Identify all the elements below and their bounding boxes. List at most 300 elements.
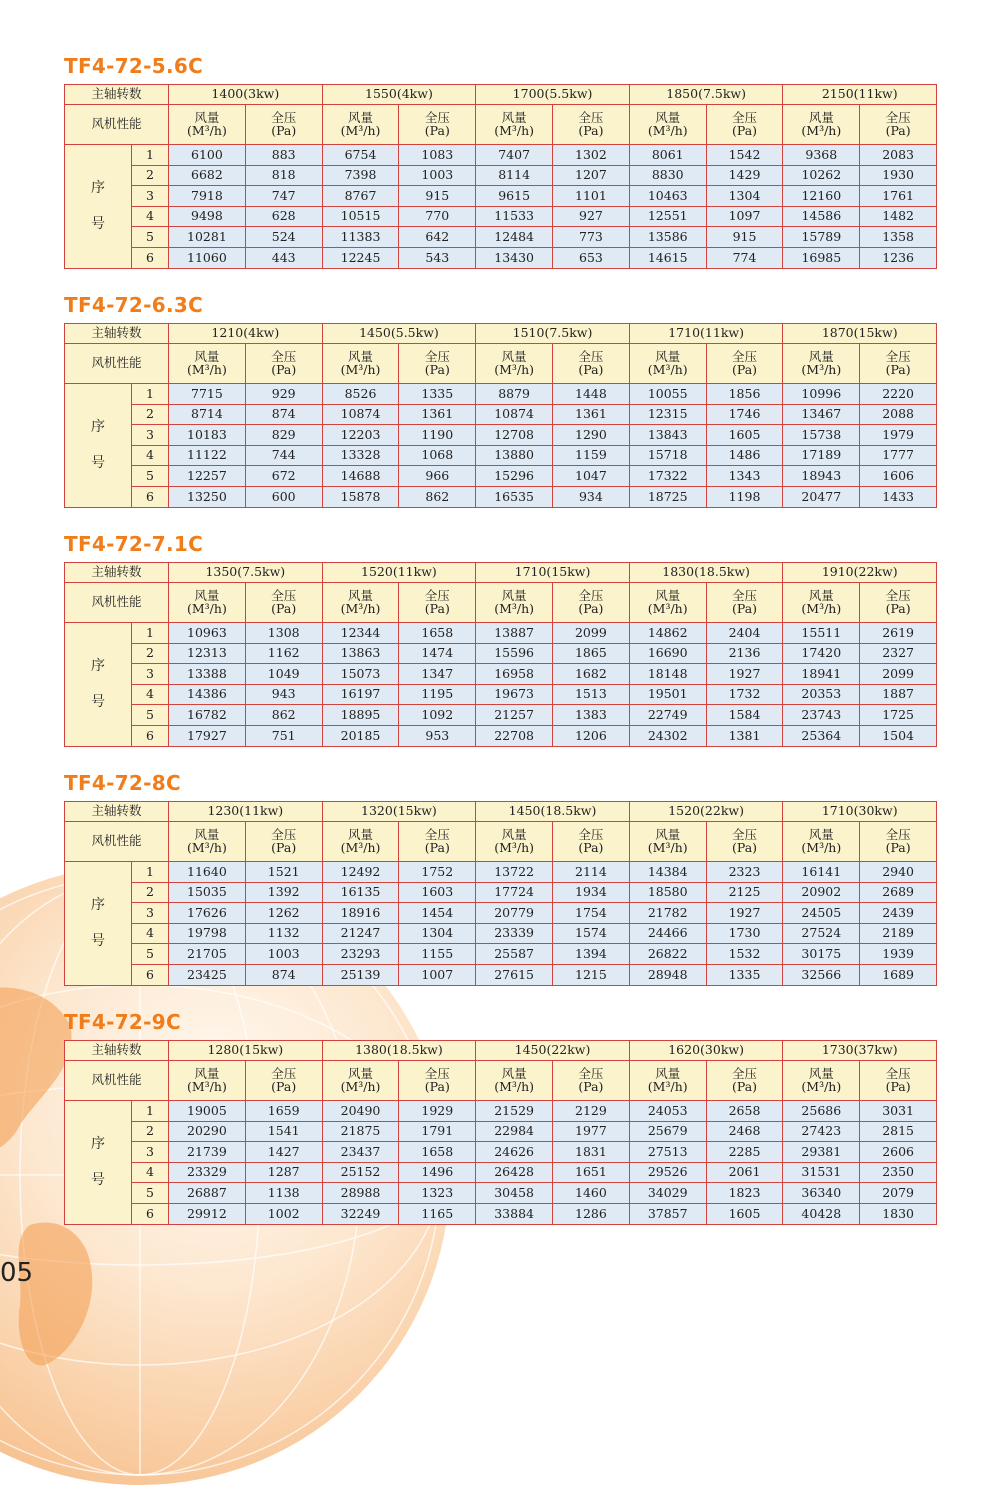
sequence-label-top: 序 (91, 657, 105, 674)
flow-value: 32249 (322, 1203, 399, 1224)
pressure-value: 2189 (860, 923, 937, 944)
flow-label: 风量 (501, 110, 527, 125)
flow-header (169, 344, 246, 384)
pressure-value: 2125 (706, 882, 783, 903)
flow-value: 15738 (783, 425, 860, 446)
row-number: 4 (132, 684, 169, 705)
flow-value: 8714 (169, 404, 246, 425)
pressure-unit: (Pa) (578, 600, 604, 616)
pressure-value: 1206 (553, 725, 630, 746)
pressure-value: 773 (553, 227, 630, 248)
pressure-label: 全压 (885, 110, 911, 125)
flow-value: 13388 (169, 664, 246, 685)
speed-header: 1620(30kw) (629, 1041, 783, 1061)
pressure-value: 929 (245, 384, 322, 405)
flow-unit: (M³/h) (801, 361, 842, 377)
flow-value: 17322 (629, 466, 706, 487)
flow-value: 6754 (322, 145, 399, 166)
flow-label: 风量 (501, 349, 527, 364)
pressure-value: 1504 (860, 725, 937, 746)
pressure-value: 1791 (399, 1121, 476, 1142)
model-title: TF4-72-7.1C (64, 532, 204, 556)
pressure-value: 1658 (399, 1142, 476, 1163)
pressure-header (706, 583, 783, 623)
flow-value: 8114 (476, 165, 553, 186)
pressure-value: 818 (245, 165, 322, 186)
flow-value: 10515 (322, 206, 399, 227)
pressure-label: 全压 (271, 827, 297, 842)
row-number: 2 (132, 882, 169, 903)
flow-header (629, 1061, 706, 1101)
pressure-value: 1047 (553, 466, 630, 487)
flow-value: 36340 (783, 1183, 860, 1204)
table-row (65, 1101, 937, 1122)
flow-value: 21247 (322, 923, 399, 944)
flow-value: 12203 (322, 425, 399, 446)
pressure-value: 1761 (860, 186, 937, 207)
sequence-label (65, 623, 132, 747)
flow-value: 19501 (629, 684, 706, 705)
table-row (65, 1183, 937, 1204)
pressure-value: 1754 (553, 903, 630, 924)
pressure-value: 1584 (706, 705, 783, 726)
pressure-value: 1427 (245, 1142, 322, 1163)
flow-value: 15878 (322, 486, 399, 507)
pressure-value: 1358 (860, 227, 937, 248)
model-title: TF4-72-8C (64, 771, 181, 795)
pressure-value: 1394 (553, 944, 630, 965)
table-row (65, 964, 937, 985)
flow-value: 10281 (169, 227, 246, 248)
pressure-value: 1865 (553, 643, 630, 664)
pressure-value: 874 (245, 964, 322, 985)
pressure-label: 全压 (732, 827, 758, 842)
flow-unit: (M³/h) (647, 1078, 688, 1094)
row-number: 5 (132, 227, 169, 248)
flow-unit: (M³/h) (340, 122, 381, 138)
pressure-value: 2099 (553, 623, 630, 644)
pressure-header (399, 105, 476, 145)
flow-value: 20490 (322, 1101, 399, 1122)
pressure-value: 2079 (860, 1183, 937, 1204)
row-number: 3 (132, 425, 169, 446)
sequence-label-top: 序 (91, 179, 105, 196)
table-row (65, 923, 937, 944)
pressure-unit: (Pa) (731, 1078, 758, 1094)
flow-value: 12344 (322, 623, 399, 644)
flow-value: 23743 (783, 705, 860, 726)
pressure-label: 全压 (424, 827, 450, 842)
performance-table (64, 1040, 937, 1225)
pressure-header (245, 344, 322, 384)
speed-header: 1550(4kw) (322, 85, 476, 105)
flow-unit: (M³/h) (494, 839, 535, 855)
flow-value: 14586 (783, 206, 860, 227)
flow-value: 13843 (629, 425, 706, 446)
pressure-value: 874 (245, 404, 322, 425)
flow-label: 风量 (655, 827, 681, 842)
speed-header: 1520(22kw) (629, 802, 783, 822)
flow-value: 12551 (629, 206, 706, 227)
pressure-header (553, 344, 630, 384)
speed-header: 1730(37kw) (783, 1041, 937, 1061)
flow-value: 13722 (476, 862, 553, 883)
performance-label: 风机性能 (65, 1061, 169, 1101)
pressure-value: 1207 (553, 165, 630, 186)
pressure-value: 2220 (860, 384, 937, 405)
flow-value: 23329 (169, 1162, 246, 1183)
pressure-value: 543 (399, 247, 476, 268)
pressure-value: 1323 (399, 1183, 476, 1204)
pressure-value: 1097 (706, 206, 783, 227)
table-row (65, 486, 937, 507)
pressure-header (399, 344, 476, 384)
flow-value: 30458 (476, 1183, 553, 1204)
table-row (65, 944, 937, 965)
pressure-value: 1532 (706, 944, 783, 965)
pressure-unit: (Pa) (885, 600, 911, 616)
flow-value: 18916 (322, 903, 399, 924)
pressure-value: 1725 (860, 705, 937, 726)
flow-unit: (M³/h) (801, 1078, 842, 1094)
pressure-value: 1198 (706, 486, 783, 507)
flow-value: 18943 (783, 466, 860, 487)
row-number: 5 (132, 466, 169, 487)
flow-value: 16958 (476, 664, 553, 685)
sequence-label-top: 序 (91, 418, 105, 435)
pressure-value: 1651 (553, 1162, 630, 1183)
pressure-value: 1603 (399, 882, 476, 903)
pressure-unit: (Pa) (271, 122, 297, 138)
pressure-value: 2061 (706, 1162, 783, 1183)
table-row (65, 186, 937, 207)
flow-value: 12492 (322, 862, 399, 883)
flow-label: 风量 (808, 588, 834, 603)
flow-label: 风量 (348, 349, 374, 364)
pressure-value: 2136 (706, 643, 783, 664)
flow-value: 10463 (629, 186, 706, 207)
flow-value: 27513 (629, 1142, 706, 1163)
flow-header (169, 1061, 246, 1101)
performance-label: 风机性能 (65, 105, 169, 145)
flow-label: 风量 (348, 1066, 374, 1081)
flow-header (629, 822, 706, 862)
flow-value: 9498 (169, 206, 246, 227)
pressure-value: 1605 (706, 425, 783, 446)
pressure-value: 1304 (399, 923, 476, 944)
flow-value: 16985 (783, 247, 860, 268)
flow-value: 25686 (783, 1101, 860, 1122)
pressure-value: 1830 (860, 1203, 937, 1224)
pressure-value: 1003 (399, 165, 476, 186)
speed-label: 主轴转数 (65, 85, 169, 105)
pressure-label: 全压 (885, 349, 911, 364)
pressure-value: 1381 (706, 725, 783, 746)
pressure-unit: (Pa) (731, 600, 758, 616)
speed-header: 1910(22kw) (783, 563, 937, 583)
flow-header (476, 105, 553, 145)
flow-value: 17626 (169, 903, 246, 924)
flow-value: 10262 (783, 165, 860, 186)
pressure-label: 全压 (731, 588, 757, 603)
flow-header (629, 583, 706, 623)
pressure-header (553, 822, 630, 862)
speed-header: 1280(15kw) (169, 1041, 323, 1061)
pressure-header (860, 583, 937, 623)
pressure-value: 1290 (553, 425, 630, 446)
flow-value: 14615 (629, 247, 706, 268)
pressure-unit: (Pa) (885, 122, 911, 138)
flow-unit: (M³/h) (340, 1078, 381, 1094)
flow-value: 23339 (476, 923, 553, 944)
table-row (65, 1162, 937, 1183)
pressure-value: 1929 (399, 1101, 476, 1122)
pressure-unit: (Pa) (578, 839, 604, 855)
flow-label: 风量 (501, 1066, 527, 1081)
flow-value: 18580 (629, 882, 706, 903)
flow-value: 29381 (783, 1142, 860, 1163)
row-number: 4 (132, 1162, 169, 1183)
pressure-value: 1606 (860, 466, 937, 487)
table-row (65, 165, 937, 186)
flow-value: 24626 (476, 1142, 553, 1163)
pressure-value: 1856 (706, 384, 783, 405)
flow-value: 19673 (476, 684, 553, 705)
flow-value: 25679 (629, 1121, 706, 1142)
pressure-value: 1732 (706, 684, 783, 705)
pressure-value: 2114 (553, 862, 630, 883)
pressure-value: 1287 (245, 1162, 322, 1183)
flow-value: 17189 (783, 445, 860, 466)
flow-unit: (M³/h) (494, 1078, 535, 1094)
pressure-value: 770 (399, 206, 476, 227)
flow-value: 16197 (322, 684, 399, 705)
flow-value: 7918 (169, 186, 246, 207)
flow-value: 34029 (629, 1183, 706, 1204)
flow-value: 6100 (169, 145, 246, 166)
flow-value: 13863 (322, 643, 399, 664)
row-number: 1 (132, 145, 169, 166)
flow-header (783, 1061, 860, 1101)
pressure-value: 1159 (553, 445, 630, 466)
flow-value: 28948 (629, 964, 706, 985)
model-title: TF4-72-6.3C (64, 293, 204, 317)
pressure-value: 774 (706, 247, 783, 268)
flow-value: 7398 (322, 165, 399, 186)
pressure-header (553, 105, 630, 145)
pressure-value: 2815 (860, 1121, 937, 1142)
pressure-value: 1007 (399, 964, 476, 985)
pressure-value: 966 (399, 466, 476, 487)
flow-value: 6682 (169, 165, 246, 186)
flow-unit: (M³/h) (187, 361, 227, 377)
pressure-label: 全压 (424, 1066, 450, 1081)
flow-value: 20353 (783, 684, 860, 705)
flow-value: 20477 (783, 486, 860, 507)
flow-unit: (M³/h) (647, 122, 688, 138)
flow-unit: (M³/h) (647, 600, 688, 616)
pressure-value: 1474 (399, 643, 476, 664)
flow-value: 25152 (322, 1162, 399, 1183)
flow-value: 7407 (476, 145, 553, 166)
row-number: 3 (132, 903, 169, 924)
flow-header (322, 344, 399, 384)
pressure-value: 2606 (860, 1142, 937, 1163)
pressure-value: 2099 (860, 664, 937, 685)
flow-value: 12257 (169, 466, 246, 487)
flow-label: 风量 (194, 110, 220, 125)
row-number: 5 (132, 705, 169, 726)
pressure-unit: (Pa) (885, 839, 911, 855)
flow-header (169, 822, 246, 862)
flow-header (322, 822, 399, 862)
pressure-label: 全压 (424, 349, 450, 364)
speed-header: 1520(11kw) (322, 563, 476, 583)
pressure-label: 全压 (578, 110, 604, 125)
pressure-value: 1460 (553, 1183, 630, 1204)
speed-header: 1380(18.5kw) (322, 1041, 476, 1061)
flow-value: 18941 (783, 664, 860, 685)
pressure-value: 1132 (245, 923, 322, 944)
pressure-value: 1541 (245, 1121, 322, 1142)
pressure-value: 1939 (860, 944, 937, 965)
pressure-header (399, 822, 476, 862)
flow-value: 14688 (322, 466, 399, 487)
pressure-unit: (Pa) (885, 361, 911, 377)
pressure-value: 943 (245, 684, 322, 705)
sequence-label-bottom: 号 (91, 216, 105, 233)
pressure-label: 全压 (271, 1066, 297, 1081)
flow-value: 26887 (169, 1183, 246, 1204)
flow-label: 风量 (348, 588, 374, 603)
pressure-unit: (Pa) (578, 122, 604, 138)
flow-label: 风量 (808, 1066, 834, 1081)
flow-value: 15789 (783, 227, 860, 248)
flow-value: 9368 (783, 145, 860, 166)
flow-value: 15073 (322, 664, 399, 685)
pressure-header (860, 344, 937, 384)
flow-label: 风量 (808, 110, 834, 125)
pressure-value: 953 (399, 725, 476, 746)
flow-header (629, 105, 706, 145)
flow-value: 16141 (783, 862, 860, 883)
flow-value: 15718 (629, 445, 706, 466)
sequence-label-top: 序 (91, 896, 105, 913)
sequence-label-bottom: 号 (91, 694, 105, 711)
performance-table (64, 84, 937, 269)
pressure-value: 1068 (399, 445, 476, 466)
pressure-header (706, 344, 783, 384)
flow-value: 20779 (476, 903, 553, 924)
flow-value: 20290 (169, 1121, 246, 1142)
speed-label: 主轴转数 (65, 563, 169, 583)
flow-label: 风量 (655, 588, 681, 603)
pressure-label: 全压 (885, 588, 911, 603)
sequence-label-bottom: 号 (91, 1172, 105, 1189)
flow-value: 8061 (629, 145, 706, 166)
pressure-unit: (Pa) (424, 600, 450, 616)
flow-value: 22749 (629, 705, 706, 726)
flow-value: 21257 (476, 705, 553, 726)
flow-value: 17420 (783, 643, 860, 664)
flow-label: 风量 (501, 588, 527, 603)
pressure-label: 全压 (732, 1066, 758, 1081)
pressure-value: 1392 (245, 882, 322, 903)
table-row (65, 623, 937, 644)
pressure-value: 1308 (245, 623, 322, 644)
pressure-label: 全压 (578, 1066, 604, 1081)
flow-value: 15296 (476, 466, 553, 487)
pressure-unit: (Pa) (424, 122, 450, 138)
pressure-value: 829 (245, 425, 322, 446)
flow-value: 8879 (476, 384, 553, 405)
pressure-value: 1730 (706, 923, 783, 944)
pressure-value: 1236 (860, 247, 937, 268)
flow-value: 29912 (169, 1203, 246, 1224)
pressure-value: 2439 (860, 903, 937, 924)
pressure-value: 628 (245, 206, 322, 227)
table-row (65, 425, 937, 446)
table-row (65, 206, 937, 227)
pressure-value: 1542 (706, 145, 783, 166)
speed-header: 1450(5.5kw) (322, 324, 476, 344)
row-number: 3 (132, 1142, 169, 1163)
flow-unit: (M³/h) (494, 600, 535, 616)
page-number: 05 (0, 1258, 34, 1288)
flow-value: 7715 (169, 384, 246, 405)
flow-unit: (M³/h) (340, 600, 381, 616)
pressure-unit: (Pa) (424, 1078, 450, 1094)
sequence-label-bottom: 号 (91, 933, 105, 950)
table-row (65, 247, 937, 268)
flow-header (476, 1061, 553, 1101)
table-row (65, 227, 937, 248)
speed-header: 1450(18.5kw) (476, 802, 630, 822)
pressure-value: 1138 (245, 1183, 322, 1204)
flow-value: 27423 (783, 1121, 860, 1142)
pressure-value: 1521 (245, 862, 322, 883)
flow-header (322, 105, 399, 145)
table-row (65, 684, 937, 705)
pressure-value: 862 (399, 486, 476, 507)
flow-value: 26822 (629, 944, 706, 965)
pressure-value: 1658 (399, 623, 476, 644)
pressure-value: 2468 (706, 1121, 783, 1142)
pressure-header (706, 822, 783, 862)
pressure-label: 全压 (578, 349, 604, 364)
flow-value: 12315 (629, 404, 706, 425)
pressure-header (245, 583, 322, 623)
pressure-value: 1304 (706, 186, 783, 207)
pressure-label: 全压 (732, 110, 758, 125)
pressure-label: 全压 (271, 588, 297, 603)
row-number: 5 (132, 1183, 169, 1204)
pressure-header (553, 583, 630, 623)
speed-label: 主轴转数 (65, 802, 169, 822)
speed-header: 1710(15kw) (476, 563, 630, 583)
flow-value: 8767 (322, 186, 399, 207)
pressure-label: 全压 (732, 349, 758, 364)
flow-unit: (M³/h) (187, 839, 227, 855)
flow-value: 18895 (322, 705, 399, 726)
flow-value: 33884 (476, 1203, 553, 1224)
flow-value: 16535 (476, 486, 553, 507)
row-number: 6 (132, 247, 169, 268)
pressure-value: 2689 (860, 882, 937, 903)
flow-value: 12160 (783, 186, 860, 207)
flow-value: 22984 (476, 1121, 553, 1142)
flow-header (783, 105, 860, 145)
